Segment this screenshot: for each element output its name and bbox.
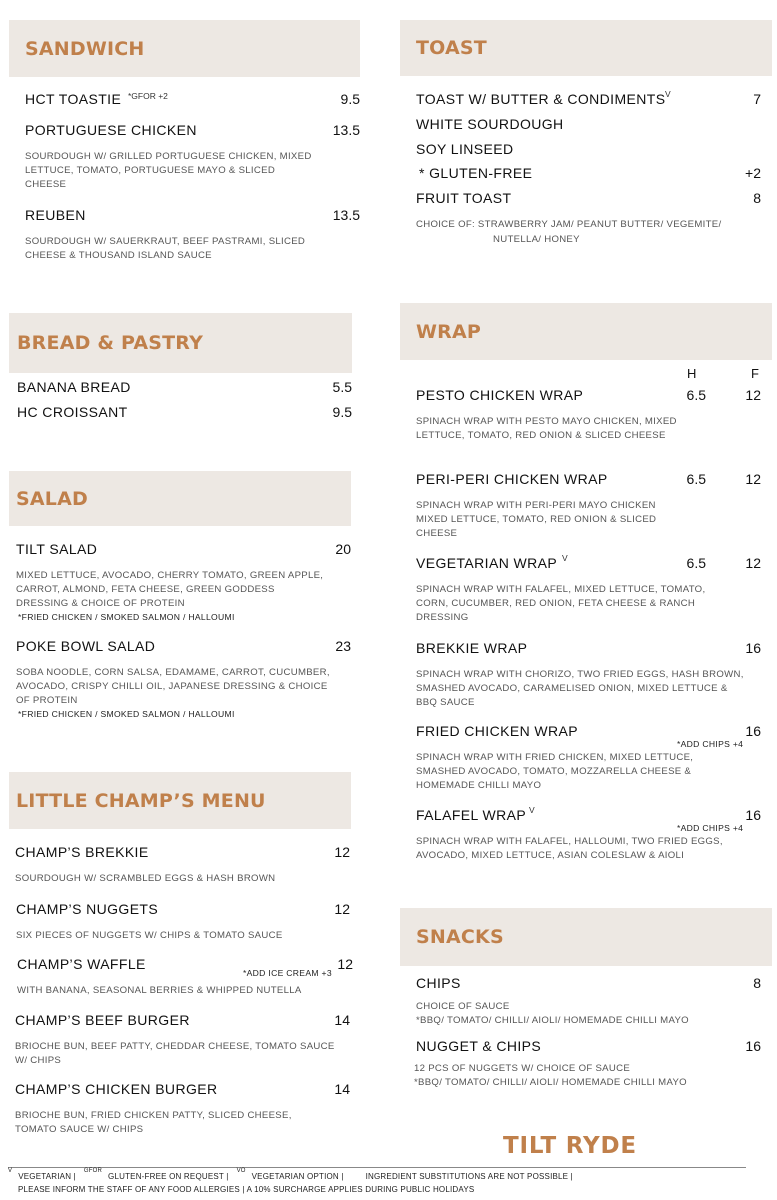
falafel-wrap-veg-tag: V <box>529 805 535 815</box>
tilt-salad-price: 20 <box>335 541 351 557</box>
brekkie-wrap-price: 16 <box>745 640 761 656</box>
fried-wrap-note: *ADD CHIPS +4 <box>677 739 744 749</box>
veg-wrap-h-price: 6.5 <box>686 555 706 571</box>
portuguese-chicken-price: 13.5 <box>332 122 360 138</box>
peri-wrap-desc: SPINACH WRAP WITH PERI-PERI MAYO CHICKEN MIXED LETTUCE, TOMATO, RED ONION & SLICED CHEESE <box>416 500 657 539</box>
fruit-toast-price: 8 <box>753 190 761 206</box>
toast-choice-line2: NUTELLA/ HONEY <box>493 234 580 245</box>
footer-substitutions-text: INGREDIENT SUBSTITUTIONS ARE NOT POSSIBLE | <box>365 1172 573 1181</box>
tilt-salad-protein-note: *FRIED CHICKEN / SMOKED SALMON / HALLOUMI <box>18 612 235 622</box>
champ-waffle-name: CHAMP’S WAFFLE <box>17 956 146 972</box>
portuguese-chicken-name: PORTUGUESE CHICKEN <box>25 122 197 138</box>
gluten-free-price: +2 <box>745 165 761 181</box>
wrap-col-half: H <box>687 366 697 381</box>
nugget-chips-desc-line2: *BBQ/ TOMATO/ CHILLI/ AIOLI/ HOMEMADE CHILLI MAYO <box>414 1077 687 1088</box>
tilt-salad-desc: MIXED LETTUCE, AVOCADO, CHERRY TOMATO, GREEN APPLE, CARROT, ALMOND, FETA CHEESE, GREEN GODDESS DRESSING & CHOICE OF PROTEIN <box>16 570 324 609</box>
chips-price: 8 <box>753 975 761 991</box>
sandwich-header <box>9 20 360 77</box>
bread-header <box>9 313 352 373</box>
snacks-title: SNACKS <box>416 926 504 948</box>
reuben-name: REUBEN <box>25 207 86 223</box>
champ-beef-burger-price: 14 <box>334 1012 350 1028</box>
veg-wrap-desc: SPINACH WRAP WITH FALAFEL, MIXED LETTUCE, TOMATO, CORN, CUCUMBER, RED ONION, FETA CHEESE & RANCH DRESSING <box>416 584 706 623</box>
footer-v-text: VEGETARIAN | <box>18 1172 76 1181</box>
footer-line-2: PLEASE INFORM THE STAFF OF ANY FOOD ALLERGIES | A 10% SURCHARGE APPLIES DURING PUBLIC HOLIDAYS <box>18 1185 475 1194</box>
toast-title: TOAST <box>416 37 487 59</box>
fruit-toast-name: FRUIT TOAST <box>416 190 512 206</box>
reuben-price: 13.5 <box>332 207 360 223</box>
veg-wrap-f-price: 12 <box>745 555 761 571</box>
wrap-header <box>400 303 772 360</box>
salad-header <box>9 471 351 526</box>
nugget-chips-price: 16 <box>745 1038 761 1054</box>
footer-vo-symbol: VO <box>236 1168 246 1174</box>
falafel-wrap-name: FALAFEL WRAP <box>416 807 527 823</box>
veg-wrap-veg-tag: V <box>562 553 568 563</box>
salad-title: SALAD <box>16 487 88 510</box>
footer-divider <box>8 1167 746 1168</box>
sandwich-title: SANDWICH <box>25 37 145 60</box>
reuben-desc: SOURDOUGH W/ SAUERKRAUT, BEEF PASTRAMI, SLICED CHEESE & THOUSAND ISLAND SAUCE <box>25 236 306 261</box>
champ-beef-burger-name: CHAMP’S BEEF BURGER <box>15 1012 190 1028</box>
champ-chicken-burger-price: 14 <box>334 1081 350 1097</box>
snacks-header <box>400 908 772 966</box>
fried-wrap-price: 16 <box>745 723 761 739</box>
champ-nuggets-price: 12 <box>334 901 350 917</box>
champ-brekkie-name: CHAMP’S BREKKIE <box>15 844 149 860</box>
champ-title: LITTLE CHAMP’S MENU <box>16 789 266 812</box>
footer-line-1 <box>8 1168 573 1181</box>
champ-brekkie-desc: SOURDOUGH W/ SCRAMBLED EGGS & HASH BROWN <box>15 873 276 884</box>
champ-nuggets-desc: SIX PIECES OF NUGGETS W/ CHIPS & TOMATO SAUCE <box>16 930 283 941</box>
toast-header <box>400 20 772 76</box>
wrap-col-full: F <box>751 366 759 381</box>
hct-toastie-name: HCT TOASTIE <box>25 91 122 107</box>
hct-toastie-price: 9.5 <box>340 91 360 107</box>
hc-croissant-name: HC CROISSANT <box>17 404 128 420</box>
pesto-wrap-h-price: 6.5 <box>686 387 706 403</box>
champ-chicken-burger-desc: BRIOCHE BUN, FRIED CHICKEN PATTY, SLICED CHEESE, TOMATO SAUCE W/ CHIPS <box>15 1110 292 1135</box>
banana-bread-name: BANANA BREAD <box>17 379 131 395</box>
champ-header <box>9 772 351 829</box>
bread-title: BREAD & PASTRY <box>17 332 204 354</box>
banana-bread-price: 5.5 <box>332 379 352 395</box>
peri-wrap-h-price: 6.5 <box>686 471 706 487</box>
hc-croissant-price: 9.5 <box>332 404 352 420</box>
hct-toastie-note: *GFOR +2 <box>128 91 168 101</box>
footer-vo-text: VEGETARIAN OPTION | <box>251 1172 344 1181</box>
fried-wrap-name: FRIED CHICKEN WRAP <box>416 723 578 739</box>
pesto-wrap-name: PESTO CHICKEN WRAP <box>416 387 584 403</box>
champ-waffle-desc: WITH BANANA, SEASONAL BERRIES & WHIPPED NUTELLA <box>17 985 302 996</box>
champ-nuggets-name: CHAMP’S NUGGETS <box>16 901 159 917</box>
champ-brekkie-price: 12 <box>334 844 350 860</box>
footer-gfor-text: GLUTEN-FREE ON REQUEST | <box>108 1172 229 1181</box>
poke-salad-desc: SOBA NOODLE, CORN SALSA, EDAMAME, CARROT, CUCUMBER, AVOCADO, CRISPY CHILLI OIL, JAPANESE DRESSING & CHOICE OF PROTEIN <box>16 667 330 706</box>
footer-gfor-symbol: GFOR <box>83 1168 103 1174</box>
toast-butter-name: TOAST W/ BUTTER & CONDIMENTS <box>416 91 666 107</box>
champ-waffle-price: 12 <box>337 956 353 972</box>
footer-v-symbol: V <box>8 1168 13 1174</box>
brekkie-wrap-name: BREKKIE WRAP <box>416 640 528 656</box>
chips-name: CHIPS <box>416 975 461 991</box>
champ-waffle-note: *ADD ICE CREAM +3 <box>243 968 332 978</box>
gluten-free-name: * GLUTEN-FREE <box>419 165 533 181</box>
falafel-wrap-desc: SPINACH WRAP WITH FALAFEL, HALLOUMI, TWO FRIED EGGS, AVOCADO, MIXED LETTUCE, ASIAN COLESLAW & AIOLI <box>416 836 723 861</box>
white-sourdough-name: WHITE SOURDOUGH <box>416 116 564 132</box>
falafel-wrap-price: 16 <box>745 807 761 823</box>
tilt-salad-name: TILT SALAD <box>16 541 98 557</box>
peri-wrap-f-price: 12 <box>745 471 761 487</box>
toast-choice-line1: CHOICE OF: STRAWBERRY JAM/ PEANUT BUTTER/ VEGEMITE/ <box>416 219 722 230</box>
falafel-wrap-note: *ADD CHIPS +4 <box>677 823 744 833</box>
toast-butter-veg-tag: V <box>665 89 671 99</box>
toast-butter-price: 7 <box>753 91 761 107</box>
nugget-chips-desc-line1: 12 PCS OF NUGGETS W/ CHOICE OF SAUCE <box>414 1063 631 1074</box>
chips-desc-line2: *BBQ/ TOMATO/ CHILLI/ AIOLI/ HOMEMADE CHILLI MAYO <box>416 1015 689 1026</box>
poke-salad-protein-note: *FRIED CHICKEN / SMOKED SALMON / HALLOUMI <box>18 709 235 719</box>
poke-salad-name: POKE BOWL SALAD <box>16 638 156 654</box>
pesto-wrap-desc: SPINACH WRAP WITH PESTO MAYO CHICKEN, MIXED LETTUCE, TOMATO, RED ONION & SLICED CHEESE <box>416 416 677 441</box>
fried-wrap-desc: SPINACH WRAP WITH FRIED CHICKEN, MIXED LETTUCE, SMASHED AVOCADO, TOMATO, MOZZARELLA CHEESE & HOMEMADE CHILLI MAYO <box>416 752 694 791</box>
brekkie-wrap-desc: SPINACH WRAP WITH CHORIZO, TWO FRIED EGGS, HASH BROWN, SMASHED AVOCADO, CARAMELISED ONION, MIXED LETTUCE & BBQ SAUCE <box>416 669 744 708</box>
wrap-title: WRAP <box>416 320 482 343</box>
champ-beef-burger-desc: BRIOCHE BUN, BEEF PATTY, CHEDDAR CHEESE, TOMATO SAUCE W/ CHIPS <box>15 1041 335 1066</box>
champ-chicken-burger-name: CHAMP’S CHICKEN BURGER <box>15 1081 218 1097</box>
portuguese-chicken-desc: SOURDOUGH W/ GRILLED PORTUGUESE CHICKEN, MIXED LETTUCE, TOMATO, PORTUGUESE MAYO & SLICED CHEESE <box>25 151 312 190</box>
veg-wrap-name: VEGETARIAN WRAP <box>416 555 558 571</box>
peri-wrap-name: PERI-PERI CHICKEN WRAP <box>416 471 608 487</box>
chips-desc-line1: CHOICE OF SAUCE <box>416 1001 510 1012</box>
soy-linseed-name: SOY LINSEED <box>416 141 514 157</box>
pesto-wrap-f-price: 12 <box>745 387 761 403</box>
poke-salad-price: 23 <box>335 638 351 654</box>
nugget-chips-name: NUGGET & CHIPS <box>416 1038 542 1054</box>
brand-logo-text: TILT RYDE <box>503 1133 637 1159</box>
